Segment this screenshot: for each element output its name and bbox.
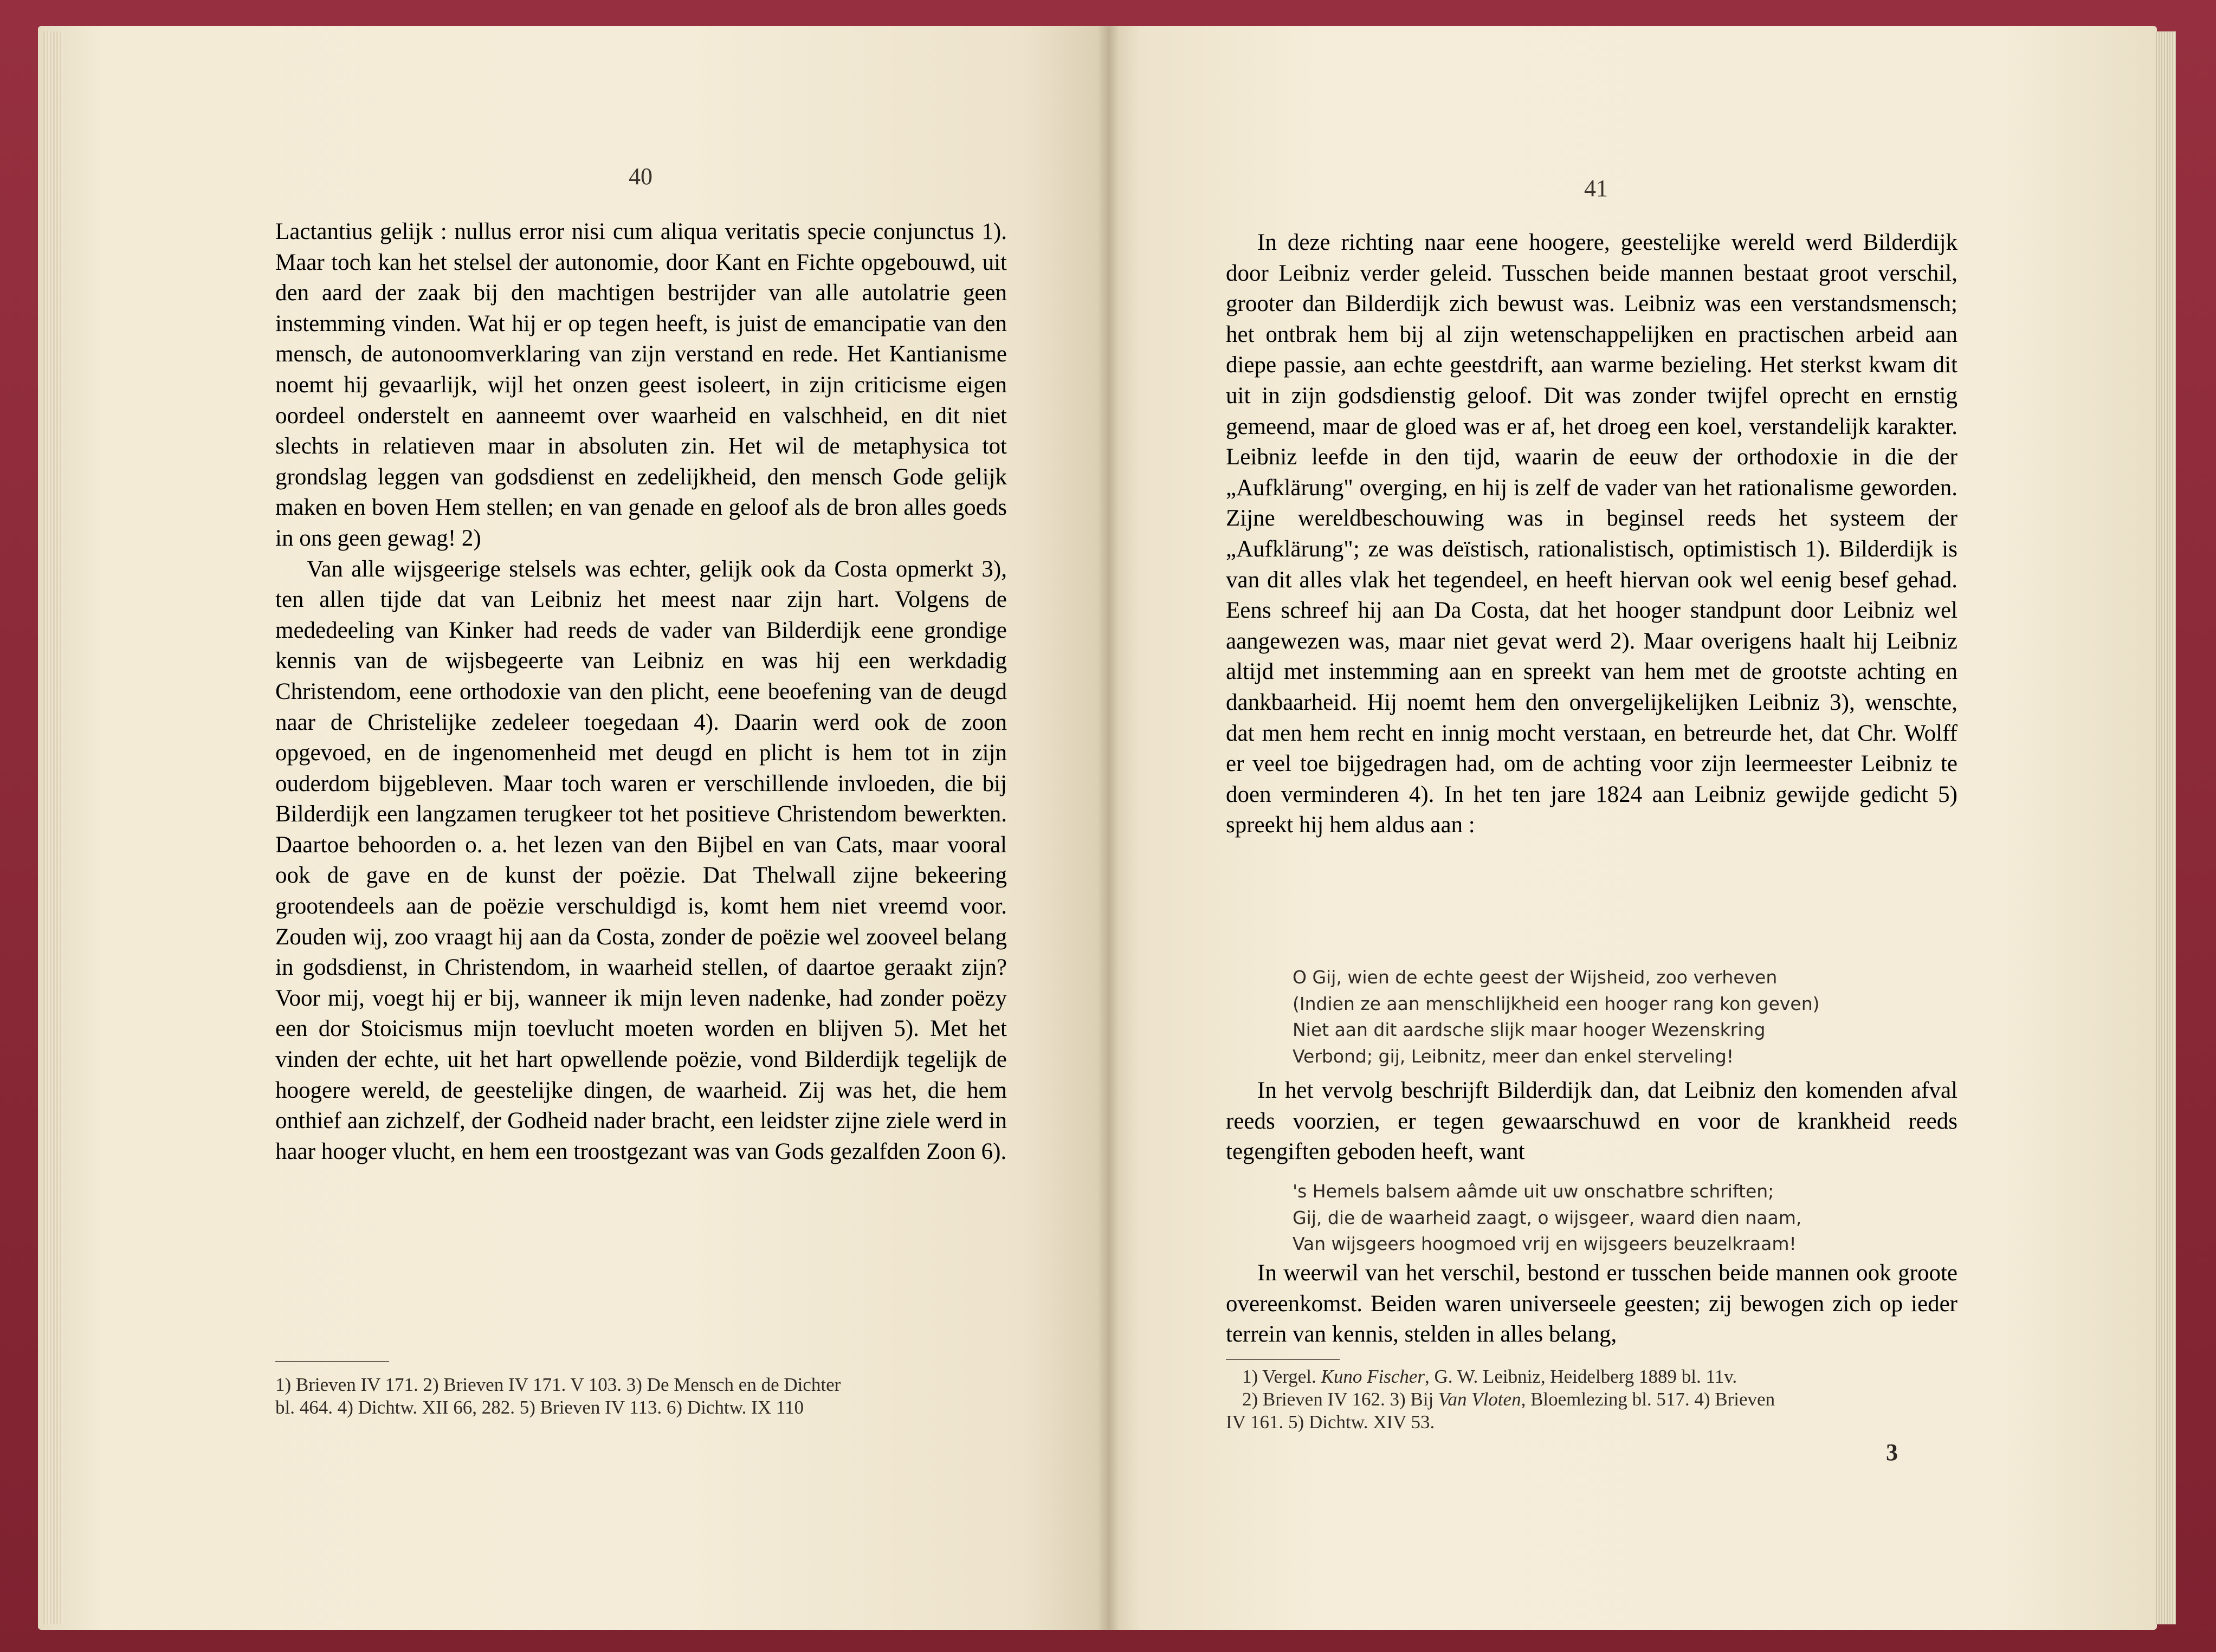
book-gutter xyxy=(1097,26,1119,1630)
quote-line: Van wijsgeers hoogmoed vrij en wijsgeers beuzelkraam! xyxy=(1293,1233,1797,1254)
quote-line: O Gij, wien de echte geest der Wijsheid, zoo verheven xyxy=(1293,967,1778,988)
left-paragraph-2: Van alle wijsgeerige stelsels was echter, gelijk ook da Costa opmerkt 3), ten allen tijde dat van Leibniz het meest naar zijn hart. Volgens de mededeeling van Kinker had reeds de vader van Bilderdijk eene grondige kennis van de wijsbegeerte van Leibniz en was hij een werkdadig Christendom, eene orthodoxie van den plicht, eene beoefening van de deugd naar de Christelijke zedeleer toegedaan 4). Daarin werd ook de zoon opgevoed, en de ingenomenheid met deugd en plicht is hem tot in zijn ouderdom bijgebleven. Maar toch waren er verschillende invloeden, die bij Bilderdijk een langzamen terugkeer tot het positieve Christendom bewerkten. Daartoe behoorden o. a. het lezen van den Bijbel en van Cats, maar vooral ook de gave en de kunst der poëzie. Dat Thelwall zijne bekeering grootendeels aan de poëzie verschuldigd is, komt hem niet vreemd voor. Zouden wij, zoo vraagt hij aan da Costa, zonder de poëzie wel zooveel belang in godsdienst, in Christendom, in waarheid stellen, of daartoe geraakt zijn? Voor mij, voegt hij er bij, wanneer ik mijn leven nadenke, had zonder poëzy een dor Stoicismus mijn toevlucht moeten worden en blijven 5). Met het vinden der echte, uit het hart opwellende poëzie, vond Bilderdijk tegelijk de hoogere wereld, de geestelijke dingen, de waarheid. Zij was het, die hem onthief aan zichzelf, der Godheid nader bracht, een leidster zijne ziele werd in haar hooger vlucht, en hem een troostgezant was van Gods gezalfden Zoon 6). xyxy=(275,556,1007,1164)
left-footnotes xyxy=(275,1374,1007,1419)
footnote-rule-left xyxy=(275,1361,389,1362)
left-page-edges xyxy=(43,31,63,1624)
left-paragraph-1: Lactantius gelijk : nullus error nisi cum aliqua veritatis specie conjunctus 1). Maar toch kan het stelsel der autonomie, door Kant en Fichte opgebouwd, uit den aard der zaak bij den machtigen bestrijder van alle autolatrie geen instemming vinden. Wat hij er op tegen heeft, is juist de emancipatie van den mensch, de autonoomverklaring van zijn verstand en rede. Het Kantianisme noemt hij gevaarlijk, wijl het onzen geest isoleert, in zijn criticisme eigen oordeel onderstelt en aanneemt over waarheid en valschheid, en dit niet slechts in relatieven maar in absoluten zin. Het wil de metaphysica tot grondslag leggen van godsdienst en zedelijkheid, den mensch Gode gelijk maken en boven Hem stellen; en van genade en geloof als de bron alles goeds in ons geen gewag! 2) xyxy=(275,219,1007,551)
page-number-left: 40 xyxy=(629,163,652,190)
footnote-rule-right xyxy=(1226,1359,1340,1360)
right-footnote-line: 1) Vergel. Kuno Fischer, G. W. Leibniz, Heidelberg 1889 bl. 11v. xyxy=(1242,1366,1737,1387)
right-footnote-line: 2) Brieven IV 162. 3) Bij Van Vloten, Bloemlezing bl. 517. 4) Brieven xyxy=(1242,1389,1775,1410)
left-footnote-line: 1) Brieven IV 171. 2) Brieven IV 171. V 103. 3) De Mensch en de Dichter xyxy=(275,1374,841,1395)
poem-quote-2 xyxy=(1293,1178,1801,1258)
right-paragraph-1: In deze richting naar eene hoogere, geestelijke wereld werd Bilderdijk door Leibniz verder geleid. Tusschen beide mannen bestaat groot verschil, grooter dan Bilderdijk zich bewust was. Leibniz was een verstandsmensch; het ontbrak hem bij al zijn wetenschappelijken en practischen arbeid aan diepe passie, aan echte geestdrift, aan warme bezieling. Het sterkst kwam dit uit in zijn godsdienstig geloof. Dit was zonder twijfel oprecht en ernstig gemeend, maar de gloed was er af, het droeg een koel, verstandelijk karakter. Leibniz leefde in den tijd, waarin de eeuw der orthodoxie in die der „Aufklärung" overging, en hij is zelf de vader van het rationalisme geworden. Zijne wereldbeschouwing was in beginsel reeds het systeem der „Aufklärung"; ze was deïstisch, rationalistisch, optimistisch 1). Bilderdijk is van dit alles vlak het tegendeel, en heeft hiervan ook wel eenig besef gehad. Eens schreef hij aan Da Costa, dat het hooger standpunt door Leibniz wel aangewezen was, maar niet gevat werd 2). Maar overigens haalt hij Leibniz altijd met instemming aan en spreekt van hem met de grootste achting en dankbaarheid. Hij noemt hem den onvergelijkelijken Leibniz 3), wenschte, dat men hem recht en innig mocht verstaan, en betreurde het, dat Chr. Wolff er veel toe bijgedragen had, om de achting voor zijn leermeester Leibniz te doen verminderen 4). In het ten jare 1824 aan Leibniz gewijde gedicht 5) spreekt hij hem aldus aan : xyxy=(1226,230,1957,838)
right-page-edges xyxy=(2154,31,2176,1624)
right-footnote-line: IV 161. 5) Dichtw. XIV 53. xyxy=(1226,1411,1435,1433)
right-paragraph-2: In het vervolg beschrijft Bilderdijk dan, dat Leibniz den komenden afval reeds voorzien, er tegen gewaarschuwd en voor de krankheid reeds tegengiften geboden heeft, want xyxy=(1226,1078,1957,1165)
poem-quote-1 xyxy=(1293,964,1820,1070)
page-number-right: 41 xyxy=(1584,175,1608,202)
quote-line: Verbond; gij, Leibnitz, meer dan enkel sterveling! xyxy=(1293,1045,1734,1067)
signature-mark: 3 xyxy=(1886,1439,1898,1466)
quote-line: 's Hemels balsem aâmde uit uw onschatbre schriften; xyxy=(1293,1181,1774,1202)
right-paragraph-3: In weerwil van het verschil, bestond er tusschen beide mannen ook groote overeenkomst. Beiden waren universeele geesten; zij bewogen zich op ieder terrein van kennis, stelden in alles belang, xyxy=(1226,1260,1957,1347)
quote-line: Gij, die de waarheid zaagt, o wijsgeer, waard dien naam, xyxy=(1293,1207,1802,1228)
left-page-body xyxy=(275,217,1007,1167)
quote-line: Niet aan dit aardsche slijk maar hooger Wezenskring xyxy=(1293,1019,1766,1040)
right-footnotes xyxy=(1226,1365,1957,1434)
quote-line: (Indien ze aan menschlijkheid een hooger rang kon geven) xyxy=(1293,993,1820,1014)
left-footnote-line: bl. 464. 4) Dichtw. XII 66, 282. 5) Brieven IV 113. 6) Dichtw. IX 110 xyxy=(275,1397,804,1418)
